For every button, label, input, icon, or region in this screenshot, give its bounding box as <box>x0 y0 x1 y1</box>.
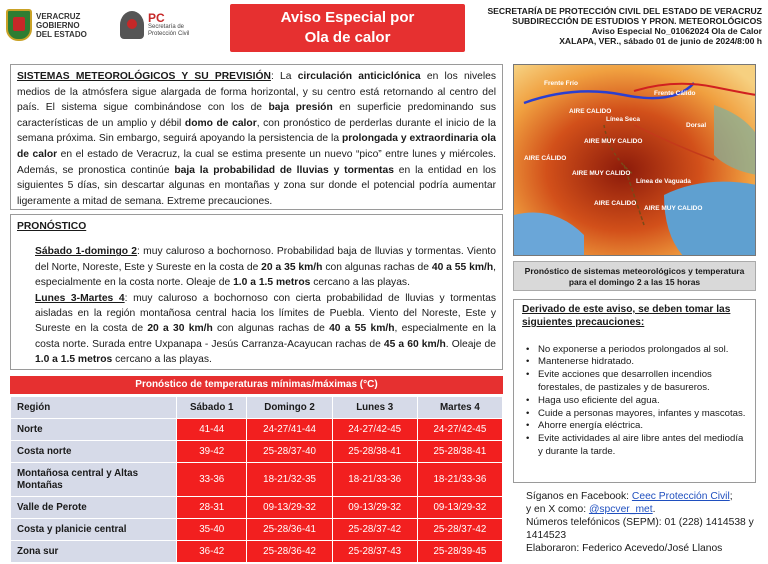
table-row <box>11 541 503 563</box>
temp-cell: 41-44 <box>177 419 247 441</box>
authors: Elaboraron: Federico Acevedo/José Llanos <box>526 543 723 554</box>
precaution-item: • Cuide a personas mayores, infantes y mascotas. <box>522 408 747 421</box>
precautions-heading: Derivado de este aviso, se deben tomar las siguientes precauciones: <box>522 304 731 328</box>
agency-line: Aviso Especial No_01062024 Ola de Calor <box>591 26 762 36</box>
table-row <box>11 519 503 541</box>
temp-cell: 25-28/37-42 <box>332 519 417 541</box>
phone-numbers: Números telefónicos (SEPM): 01 (228) 1414538 y 1414523 <box>526 517 754 541</box>
facebook-label: Síganos en Facebook: <box>526 491 632 502</box>
temp-cell: 09-13/29-32 <box>417 497 502 519</box>
column-header: Lunes 3 <box>332 397 417 419</box>
precautions-box <box>513 299 756 483</box>
temp-cell: 24-27/41-44 <box>247 419 332 441</box>
synopsis-bold: circulación anticiclónica <box>297 71 421 82</box>
x-link[interactable]: @spcver_met <box>588 504 653 515</box>
agency-line: SUBDIRECCIÓN DE ESTUDIOS Y PRON. METEOROLÓGICOS <box>512 16 762 26</box>
precaution-item: • Evite acciones que desarrollen incendios forestales, de pastizales y de basureros. <box>522 369 747 395</box>
logo1-line: GOBIERNO <box>36 20 80 30</box>
table-row <box>11 497 503 519</box>
precaution-item: • No exponerse a periodos prolongados al sol. <box>522 344 747 357</box>
map-label: Frente Cálido <box>654 90 696 97</box>
period-bold: 40 a 55 km/h <box>431 261 494 273</box>
weather-map <box>513 64 756 256</box>
facebook-link[interactable]: Ceec Protección Civil <box>631 491 730 502</box>
agency-line: XALAPA, VER., sábado 01 de junio de 2024/8:00 h <box>559 36 762 46</box>
veracruz-shield-icon <box>6 9 32 41</box>
period-text: , especialmente en la costa norte. Oleaje de <box>35 261 496 289</box>
column-header: Sábado 1 <box>177 397 247 419</box>
map-label: Línea de Vaguada <box>636 178 691 185</box>
map-label: AIRE MUY CALIDO <box>584 138 643 145</box>
synopsis-text: , con pronóstico de perderlas durante el inicio de la semana próxima. Sin embargo, seguirá apoyando la persistencia de la <box>17 117 497 145</box>
pc-logo-line: Protección Civil <box>148 31 190 37</box>
synopsis-bold: baja la probabilidad de lluvias y tormentas <box>174 164 394 176</box>
synopsis-bold: domo de calor <box>184 117 257 129</box>
agency-line: SECRETARÍA DE PROTECCIÓN CIVIL DEL ESTADO DE VERACRUZ <box>487 6 762 16</box>
logo1-line: VERACRUZ <box>36 11 81 21</box>
synopsis-bold: baja presión <box>268 102 333 114</box>
map-label: AIRE CALIDO <box>594 200 637 207</box>
map-label: AIRE MUY CALIDO <box>572 170 631 177</box>
temp-cell: 33-36 <box>177 463 247 497</box>
table-row <box>11 441 503 463</box>
table-header-row <box>11 397 503 419</box>
period-bold: 20 a 30 km/h <box>147 323 213 335</box>
temp-cell: 25-28/36-41 <box>247 519 332 541</box>
veracruz-logo-text <box>36 12 87 39</box>
map-label: AIRE CÁLIDO <box>524 155 567 162</box>
period-bold: 45 a 60 km/h <box>383 338 446 350</box>
x-suffix: . <box>652 504 656 515</box>
temp-cell: 09-13/29-32 <box>247 497 332 519</box>
synopsis-text: en los niveles medios de la atmósfera sigue alargada de forma horizontal, y su centro está retornando al centro del país. El sistema sigue combinándose con los de <box>17 71 496 114</box>
region-cell: Costa y planicie central <box>11 519 177 541</box>
period-text: cercano a las playas. <box>310 277 410 289</box>
map-label: Frente Frío <box>544 80 578 87</box>
map-caption-line: Pronóstico de sistemas meteorológicos y temperatura <box>524 266 745 276</box>
period-label: Lunes 3-Martes 4 <box>35 292 125 304</box>
period-bold: 1.0 a 1.5 metros <box>233 277 311 289</box>
precaution-item: • Ahorre energía eléctrica. <box>522 420 747 433</box>
map-label: Dorsal <box>686 122 707 129</box>
agency-info <box>470 6 762 46</box>
x-label: y en X como: <box>526 504 589 515</box>
temp-cell: 35-40 <box>177 519 247 541</box>
region-cell: Costa norte <box>11 441 177 463</box>
period-text: cercano a las playas. <box>112 354 212 366</box>
period-text: con algunas rachas de <box>212 323 330 335</box>
synopsis-text: en el estado de Veracruz, la cual se estima presente un nuevo “pico” entre lunes y miércoles. Además, se pronostica continúe <box>17 148 496 176</box>
pc-logo-text <box>148 12 189 38</box>
temp-cell: 24-27/42-45 <box>332 419 417 441</box>
temp-cell: 18-21/33-36 <box>332 463 417 497</box>
region-cell: Norte <box>11 419 177 441</box>
synopsis-box <box>10 64 503 210</box>
temp-cell: 25-28/36-42 <box>247 541 332 563</box>
region-cell: Zona sur <box>11 541 177 563</box>
period-bold: 40 a 55 km/h <box>329 323 395 335</box>
precautions-list <box>522 344 747 459</box>
column-header: Domingo 2 <box>247 397 332 419</box>
forecast-period-2 <box>17 291 496 368</box>
period-text: con algunas rachas de <box>322 261 432 273</box>
column-header: Martes 4 <box>417 397 502 419</box>
temp-cell: 36-42 <box>177 541 247 563</box>
temp-cell: 25-28/38-41 <box>417 441 502 463</box>
synopsis-bold: prolongada y extraordinaria ola de calor <box>17 133 496 160</box>
period-text: , especialmente en la costa norte. Surada entre Uxpanapa - Jesús Carranza-Acayucan rachas de <box>35 323 496 350</box>
x-line <box>526 503 762 516</box>
temp-cell: 09-13/29-32 <box>332 497 417 519</box>
veracruz-logo <box>6 8 116 42</box>
pc-logo-line: Secretaría de <box>148 24 185 30</box>
logo1-line: DEL ESTADO <box>36 29 87 39</box>
temp-cell: 18-21/33-36 <box>417 463 502 497</box>
column-header: Región <box>11 397 177 419</box>
facebook-suffix: ; <box>729 491 733 502</box>
table-row <box>11 419 503 441</box>
forecast-heading: PRONÓSTICO <box>17 221 87 232</box>
temp-cell: 28-31 <box>177 497 247 519</box>
map-label: AIRE MUY CALIDO <box>644 205 703 212</box>
contact-info <box>526 490 762 555</box>
period-text: . Oleaje de <box>445 338 496 350</box>
temp-cell: 25-28/39-45 <box>417 541 502 563</box>
precaution-item: • Haga uso eficiente del agua. <box>522 395 747 408</box>
period-bold: 20 a 35 km/h <box>261 261 323 273</box>
period-bold: 1.0 a 1.5 metros <box>35 354 113 366</box>
map-label: AIRE CALIDO <box>569 108 612 115</box>
temp-cell: 25-28/37-42 <box>417 519 502 541</box>
synopsis-text: en la entidad en los siguientes 5 días, sin descartar algunas en montañas y zona sur donde el potencial podría aumentar ligeramente a mitad de semana. Extreme precauciones. <box>17 164 497 207</box>
synopsis-text: : La <box>270 71 298 82</box>
notice-title <box>230 4 465 52</box>
title-line-1: Aviso Especial por <box>280 9 415 26</box>
map-label: Línea Seca <box>606 116 640 123</box>
temperature-table-title: Pronóstico de temperaturas mínimas/máximas (°C) <box>10 376 503 394</box>
region-cell: Valle de Perote <box>11 497 177 519</box>
temp-cell: 24-27/42-45 <box>417 419 502 441</box>
pc-logo-abbrev: PC <box>148 11 165 25</box>
forecast-box <box>10 214 503 370</box>
precaution-item: • Evite actividades al aire libre antes del mediodía y durante la tarde. <box>522 433 747 459</box>
proteccion-civil-logo <box>120 8 210 42</box>
title-line-2: Ola de calor <box>304 29 391 46</box>
weather-map-graphic <box>514 65 756 256</box>
region-cell: Montañosa central y Altas Montañas <box>11 463 177 497</box>
temp-cell: 39-42 <box>177 441 247 463</box>
synopsis-text: en superficie predominando sus características de un amplio y débil <box>17 102 497 129</box>
precaution-item: • Mantenerse hidratado. <box>522 356 747 369</box>
gulf-water <box>664 182 756 256</box>
temperature-table <box>10 396 503 563</box>
temp-cell: 25-28/38-41 <box>332 441 417 463</box>
temp-cell: 18-21/32-35 <box>247 463 332 497</box>
facebook-line <box>526 490 762 503</box>
temp-cell: 25-28/37-43 <box>332 541 417 563</box>
period-text: : muy caluroso a bochornoso con cierta probabilidad de lluvias y tormentas aisladas en la región montañosa central hacia los límites de Puebla. Viento del Noreste, Este y Sureste en la costa de <box>35 292 496 335</box>
synopsis-heading: SISTEMAS METEOROLÓGICOS Y SU PREVISIÓN <box>17 71 271 82</box>
table-row <box>11 463 503 497</box>
temp-cell: 25-28/37-40 <box>247 441 332 463</box>
map-caption-line: para el domingo 2 a las 15 horas <box>568 277 701 287</box>
period-text: : muy caluroso a bochornoso. Probabilidad baja de lluvias y tormentas. Viento del Norte, Noreste, Este y Sureste en la costa de <box>35 246 497 273</box>
forecast-period-1 <box>17 244 496 290</box>
period-label: Sábado 1-domingo 2 <box>35 246 138 258</box>
proteccion-civil-emblem-icon <box>120 11 144 39</box>
map-caption <box>513 261 756 291</box>
